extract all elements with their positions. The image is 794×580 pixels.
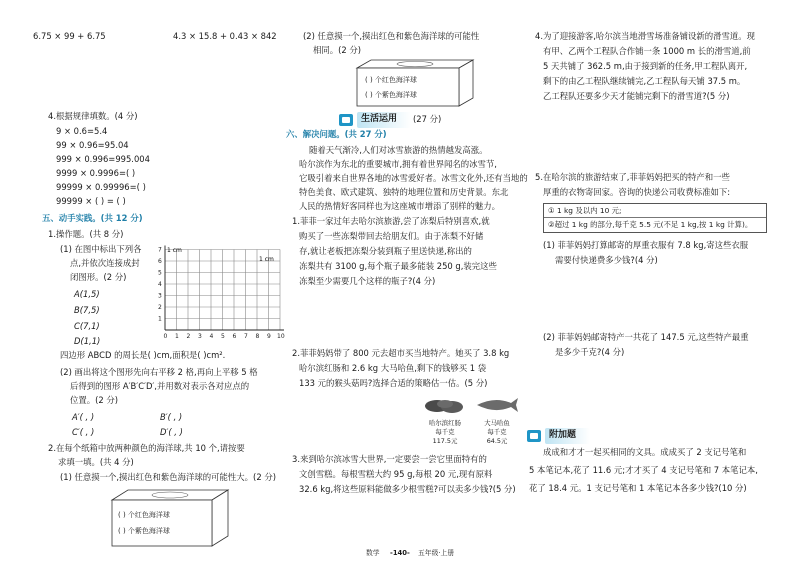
x-tick-label: 0 <box>163 333 168 340</box>
box2-opt-red[interactable]: ( ) 个红色海洋球 <box>365 76 417 84</box>
book-icon <box>339 114 353 126</box>
coord-b-prime[interactable]: B′( , ) <box>160 412 183 422</box>
y-tick-label: 5 <box>158 269 162 277</box>
s5-q2-line: 2.在每个纸箱中放两种颜色的海洋球,共 10 个,请按要 <box>48 443 245 453</box>
x-tick-label: 3 <box>198 333 202 340</box>
q2b-line: 哈尔滨红肠和 2.6 kg 大马哈鱼,剩下的钱够买 1 袋 <box>299 363 487 373</box>
s5-q1-2-line: (2) 画出将这个图形先向右平移 2 格,再向上平移 5 格 <box>60 367 258 377</box>
intro-line: 它吸引着来自世界各地的冰雪爱好者。冰雪文化外,还有当地的 <box>299 173 528 183</box>
q4r-line: 4.为了迎接游客,哈尔滨当地滑雪场准备铺设新的滑雪道。现 <box>535 31 756 41</box>
area-line[interactable]: 四边形 ABCD 的周长是( )cm,面积是( )cm². <box>60 350 226 360</box>
q4-line[interactable]: 9999 × 0.9996=( ) <box>56 168 136 178</box>
rate-rule-1: ① 1 kg 及以内 10 元; <box>548 206 622 215</box>
box2-opt-purple[interactable]: ( ) 个紫色海洋球 <box>365 91 417 99</box>
book-icon <box>527 430 541 442</box>
s5-q2-line: 求填一填。(共 4 分) <box>58 457 134 467</box>
q5-1-line: 需要付快递费多少钱?(4 分) <box>555 255 658 265</box>
coord-d-prime[interactable]: D′( , ) <box>160 427 183 437</box>
calc-b: 4.3 × 15.8 + 0.43 × 842 <box>173 31 277 41</box>
q4r-line: 乙工程队还要多少天才能铺完剩下的滑雪道?(5 分) <box>543 91 730 101</box>
s5-q1-1-line: (1) 在图中标出下列各 <box>60 244 142 254</box>
box1-opt-purple[interactable]: ( ) 个紫色海洋球 <box>118 527 170 535</box>
calc-a: 6.75 × 99 + 6.75 <box>33 31 106 41</box>
q4-line[interactable]: 99999 × ( ) = ( ) <box>56 196 126 206</box>
banner-life-application: 生活运用 (27 分) <box>339 112 441 128</box>
point-c: C(7,1) <box>74 321 100 331</box>
q1-line: 购买了一些冻梨带回去给朋友们。由于冻梨不好储 <box>299 231 484 241</box>
intro-line: 哈尔滨作为东北的重要城市,拥有着世界闻名的冰雪节, <box>299 159 497 169</box>
page-number: -140- <box>390 549 410 557</box>
q1-line: 冻梨共有 3100 g,每个瓶子最多能装 250 g,装完这些 <box>299 261 497 271</box>
sausage-image <box>423 396 465 416</box>
q4-line: 9 × 0.6=5.4 <box>56 126 108 136</box>
bonus-line: 5 本笔记本,花了 11.6 元;才才买了 4 支记号笔和 7 本笔记本, <box>529 465 758 475</box>
coord-c-prime[interactable]: C′( , ) <box>72 427 95 437</box>
y-tick-label: 4 <box>158 281 162 288</box>
x-tick-label: 4 <box>209 333 214 340</box>
product-sausage-label: 哈尔滨红肠 每千克 117.5元 <box>429 419 461 445</box>
y-tick-label: 1 <box>158 315 162 323</box>
section-6-title: 六、解决问题。(共 27 分) <box>286 129 387 139</box>
q4r-line: 5 天共铺了 362.5 m,由于接到新的任务,甲工程队离开, <box>543 61 748 71</box>
x-tick-label: 5 <box>221 333 225 340</box>
q2-line: 相同。(2 分) <box>313 45 362 55</box>
point-b: B(7,5) <box>74 305 100 315</box>
y-tick-label: 2 <box>158 304 162 311</box>
q5-2-line: 是多少千克?(4 分) <box>555 347 625 357</box>
coord-a-prime[interactable]: A′( , ) <box>72 412 95 422</box>
q5-1-line: (1) 菲菲妈妈打算邮寄的厚重衣服有 7.8 kg,寄这些衣服 <box>543 240 749 250</box>
x-tick-label: 9 <box>267 333 271 340</box>
y-tick-label: 6 <box>158 258 162 265</box>
coordinate-grid[interactable] <box>153 244 293 344</box>
s5-q2-1: (1) 任意摸一个,摸出红色和紫色海洋球的可能性大。(2 分) <box>60 472 276 482</box>
rate-rule-2: ②超过 1 kg 的部分,每千克 5.5 元(不足 1 kg,按 1 kg 计算)。 <box>544 217 766 231</box>
x-tick-label: 1 <box>175 333 179 340</box>
q5-2-line: (2) 菲菲妈妈邮寄特产一共花了 147.5 元,这些特产最重 <box>543 332 749 342</box>
intro-line: 特色美食、欧式建筑、独特的地理位置和历史背景。东北 <box>299 187 509 197</box>
s5-q1-title: 1.操作题。(共 8 分) <box>48 229 124 239</box>
x-tick-label: 10 <box>277 333 285 340</box>
footer-grade: 五年级·上册 <box>418 549 455 557</box>
q4-title: 4.根据规律填数。(4 分) <box>48 111 138 121</box>
salmon-image <box>475 394 519 416</box>
box1-opt-red[interactable]: ( ) 个红色海洋球 <box>118 511 170 519</box>
s5-q1-1-line: 闭图形。(2 分) <box>70 272 127 282</box>
q4-line[interactable]: 99999 × 0.99996=( ) <box>56 182 146 192</box>
product-salmon-label: 大马哈鱼 每千克 64.5元 <box>484 419 510 445</box>
footer-subject: 数学 <box>366 549 380 557</box>
grid-unit-label-right: 1 cm <box>259 256 274 263</box>
q4-line: 999 × 0.996=995.004 <box>56 154 150 164</box>
q3-line: 文创雪糕。每根雪糕大约 95 g,每根 20 元,现有原料 <box>299 469 493 479</box>
section-5-title: 五、动手实践。(共 12 分) <box>42 213 143 223</box>
q4r-line: 有甲、乙两个工程队合作铺一条 1000 m 长的滑雪道,前 <box>543 46 751 56</box>
x-tick-label: 8 <box>255 333 260 340</box>
q5-line: 5.在哈尔滨的旅游结束了,菲菲妈妈把买的特产和一些 <box>535 172 730 182</box>
banner-bonus: 附加题 <box>527 428 590 444</box>
x-tick-label: 6 <box>232 333 237 340</box>
x-tick-label: 2 <box>186 333 191 340</box>
point-d: D(1,1) <box>74 336 101 346</box>
q1-line: 冻梨至少需要几个这样的瓶子?(4 分) <box>299 276 436 286</box>
q2b-line: 133 元的猴头菇吗?选择合适的策略估一估。(5 分) <box>299 378 488 388</box>
q3-line: 32.6 kg,将这些原料能做多少根雪糕?可以卖多少钱?(5 分) <box>299 484 516 494</box>
point-a: A(1,5) <box>74 289 100 299</box>
q2b-line: 2.菲菲妈妈带了 800 元去超市买当地特产。她买了 3.8 kg <box>292 348 510 358</box>
intro-line: 人民的热情好客同样也为这座城市增添了别样的魅力。 <box>299 201 500 211</box>
q2-line: (2) 任意摸一个,摸出红色和紫色海洋球的可能性 <box>303 31 480 41</box>
intro-line: 随着天气渐冷,人们对冰雪旅游的热情越发高涨。 <box>309 145 488 155</box>
q3-line: 3.来到哈尔滨冰雪大世界,一定要尝一尝它里面特有的 <box>292 454 487 464</box>
x-tick-label: 7 <box>244 333 248 340</box>
q1-line: 存,就让老板把冻梨分装到瓶子里送快递,称出的 <box>299 246 472 256</box>
bonus-line: 花了 18.4 元。1 支记号笔和 1 本笔记本各多少钱?(10 分) <box>529 483 747 493</box>
shipping-rate-box <box>543 203 767 233</box>
q1-line: 1.菲菲一家过年去哈尔滨旅游,尝了冻梨后特别喜欢,就 <box>292 216 490 226</box>
s5-q1-1-line: 点,并依次连接成封 <box>70 258 140 268</box>
s5-q1-2-line: 后得到的图形 A′B′C′D′,并用数对表示各对应点的 <box>70 381 250 391</box>
bonus-line: 成成和才才一起买相同的文具。成成买了 2 支记号笔和 <box>543 447 747 457</box>
q5-line: 厚重的衣物寄回家。咨询的快递公司收费标准如下: <box>543 187 731 197</box>
q4-line: 99 × 0.96=95.04 <box>56 140 129 150</box>
y-tick-label: 3 <box>158 292 162 300</box>
grid-unit-label: 1 cm <box>167 247 182 254</box>
y-tick-label: 7 <box>158 246 162 254</box>
q4r-line: 剩下的由乙工程队继续铺完,乙工程队每天铺 37.5 m。 <box>543 76 746 86</box>
s5-q1-2-line: 位置。(2 分) <box>70 395 119 405</box>
